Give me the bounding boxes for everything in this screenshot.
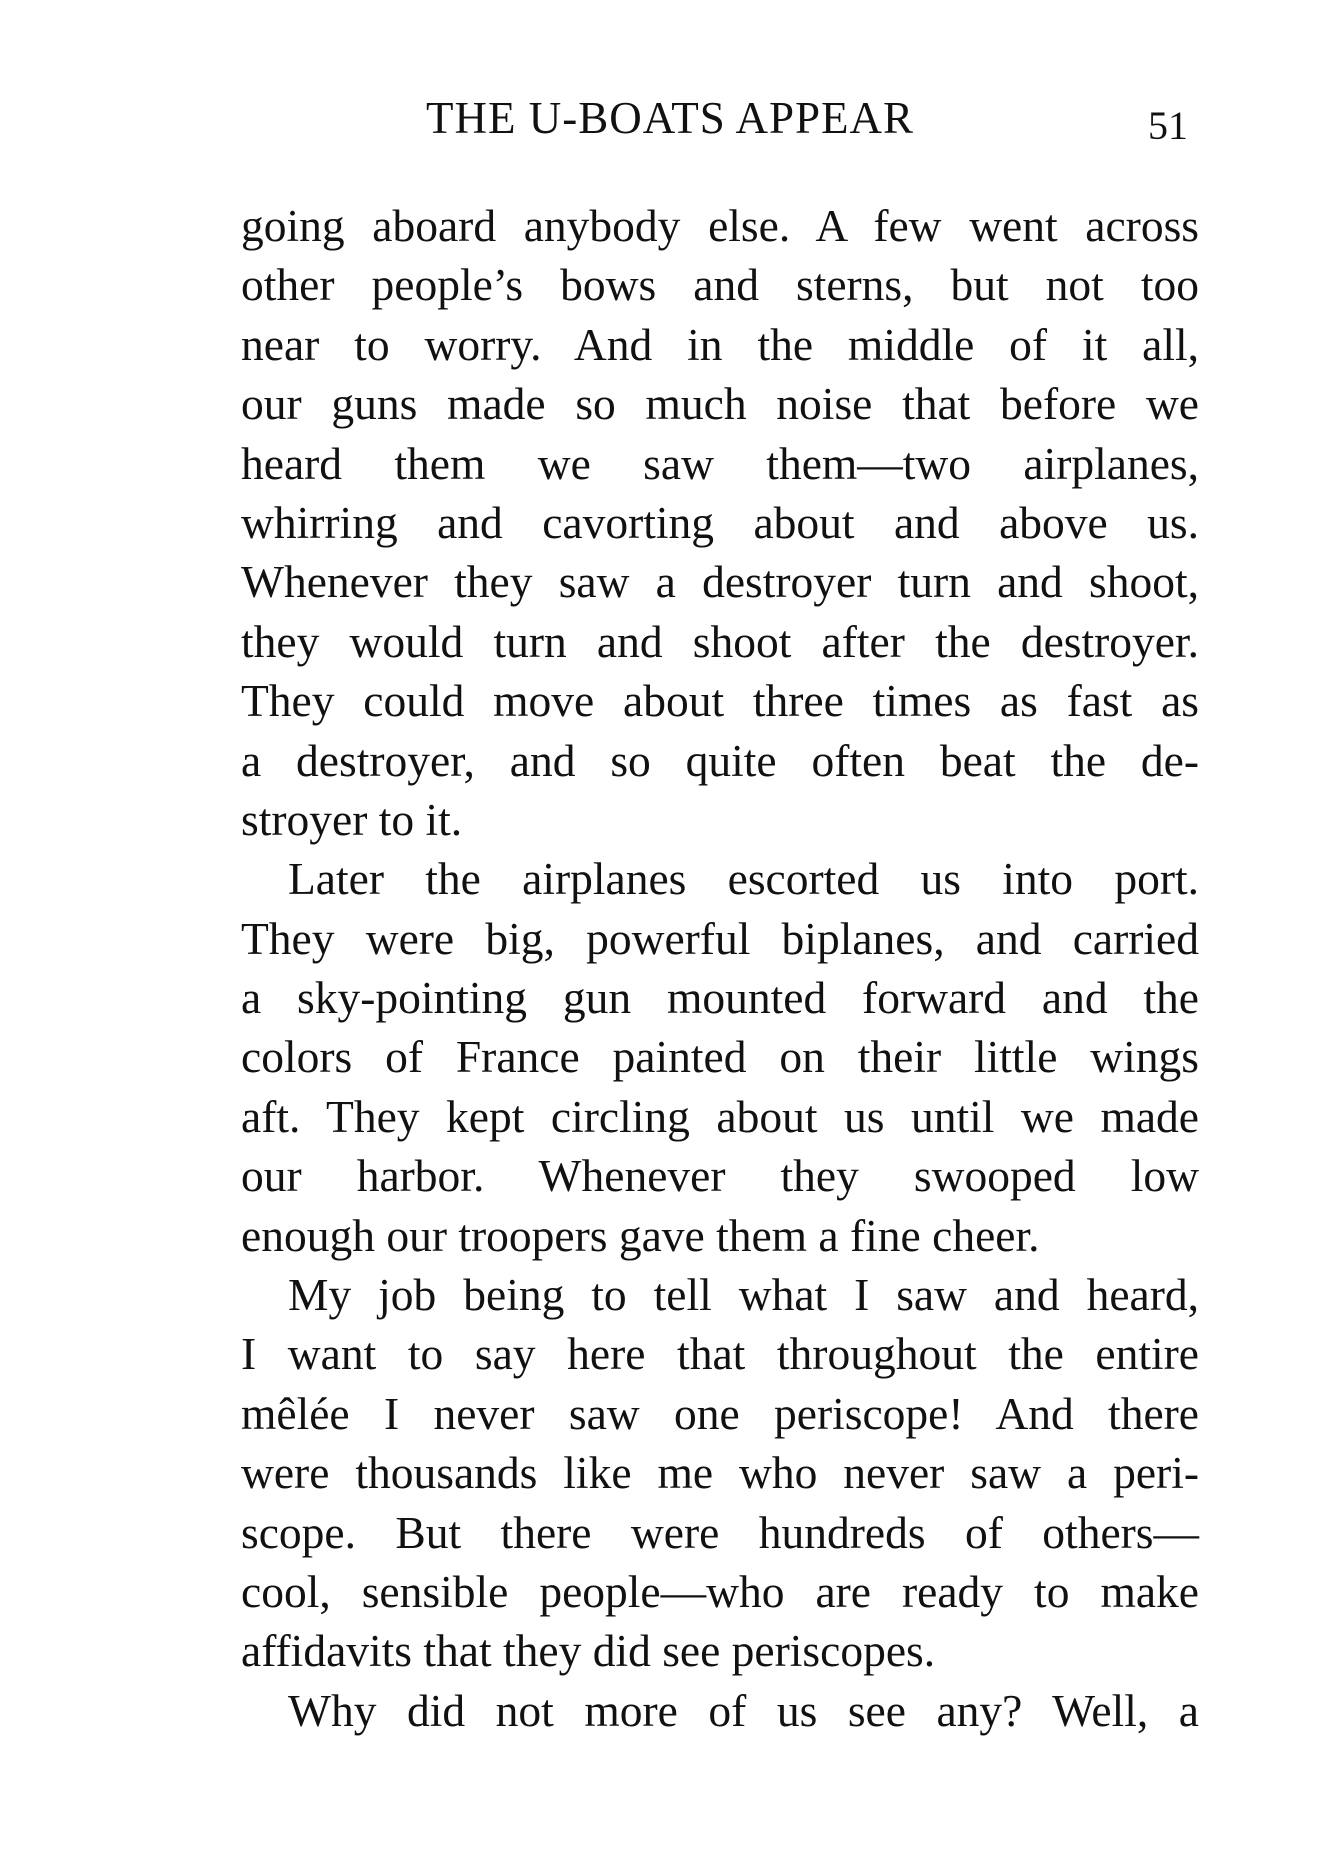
body-text [241,196,1199,1740]
text-line: enough our troopers gave them a fine cheer. [241,1209,1040,1261]
text-line: whirring and cavorting about and above us. [241,496,1199,548]
text-line: aft. They kept circling about us until we made [241,1090,1199,1142]
text-line: Whenever they saw a destroyer turn and shoot, [241,556,1199,608]
paragraph-first-line: Why did not more of us see any? Well, a [288,1684,1199,1736]
text-line: They could move about three times as fast as [241,675,1199,727]
text-line: our guns made so much noise that before we [241,378,1199,430]
text-line: mêlée I never saw one periscope! And there [241,1387,1199,1439]
text-line: heard them we saw them—two airplanes, [241,437,1199,489]
text-line: were thousands like me who never saw a peri- [241,1447,1199,1499]
text-line: near to worry. And in the middle of it all, [241,318,1199,370]
text-line: going aboard anybody else. A few went across [241,200,1199,251]
text-line: colors of France painted on their little wings [241,1031,1199,1083]
text-line: a destroyer, and so quite often beat the de- [241,734,1199,786]
text-line: stroyer to it. [241,793,463,845]
running-head-title: THE U-BOATS APPEAR [426,93,915,143]
text-line: cool, sensible people—who are ready to make [241,1565,1199,1617]
text-line: They were big, powerful biplanes, and carried [241,912,1199,964]
paragraph-first-line: My job being to tell what I saw and heard, [288,1269,1199,1321]
text-line: scope. But there were hundreds of others— [241,1506,1199,1558]
page-number: 51 [1148,103,1188,148]
text-line: other people’s bows and sterns, but not too [241,259,1199,311]
text-line: a sky-pointing gun mounted forward and the [241,972,1199,1024]
text-line: our harbor. Whenever they swooped low [241,1150,1199,1202]
paragraph-first-line: Later the airplanes escorted us into port. [288,853,1199,905]
text-line: I want to say here that throughout the entire [241,1328,1199,1380]
text-line: they would turn and shoot after the destroyer. [241,615,1199,667]
text-line: affidavits that they did see periscopes. [241,1625,936,1677]
